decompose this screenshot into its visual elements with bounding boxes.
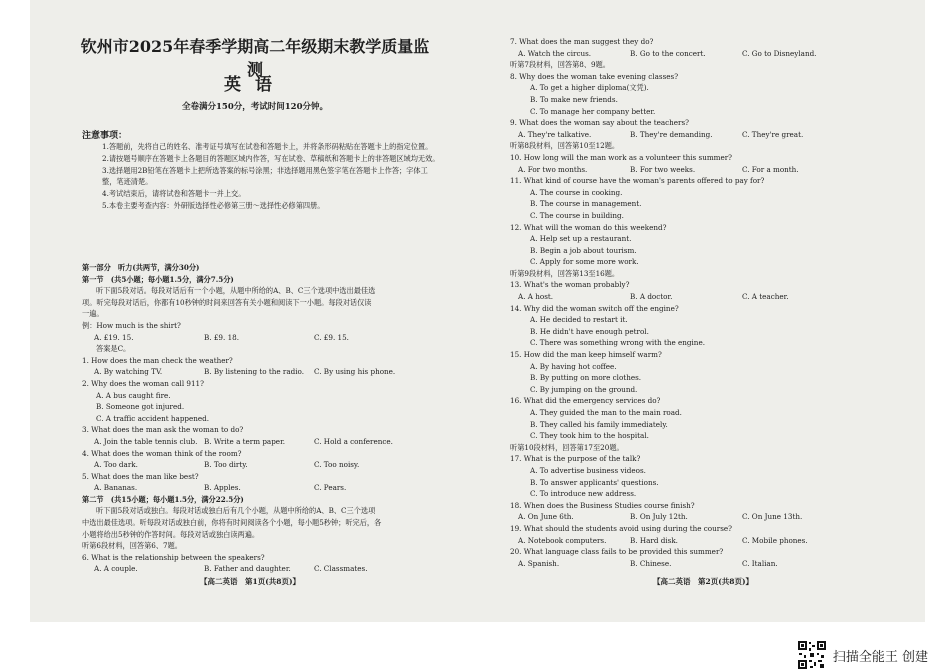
question-stem: 2. Why does the woman call 911? (82, 378, 204, 388)
question-options (510, 291, 900, 303)
question-options (82, 482, 454, 494)
option-b: B. They're demanding. (630, 129, 713, 139)
option-a: A. They guided the man to the main road. (530, 408, 682, 417)
section-desc: 中选出最佳选项。听每段对话或独白前，你将有时间阅读各个小题，每小题5秒钟；听完后，各 (82, 518, 382, 528)
option-a: A. To get a higher diploma(文凭). (530, 83, 649, 93)
option-b: B. Write a term paper. (204, 436, 285, 446)
question-options (82, 366, 454, 378)
option-a: A. Too dark. (94, 460, 138, 470)
option-b: B. Go to the concert. (630, 48, 706, 58)
notes-item: 1.答题前，先将自己的姓名、准考证号填写在试卷和答题卡上，并将条形码粘贴在答题卡上的指定位置。 (102, 142, 433, 151)
option-c: C. They took him to the hospital. (530, 431, 649, 441)
exam-title: 钦州市2025年春季学期高二年级期末教学质量监测 (80, 37, 430, 79)
option-a: A. A couple. (94, 564, 138, 574)
section-heading: 第二节 (共15小题；每小题1.5分，满分22.5分) (82, 494, 244, 504)
example-options (82, 332, 454, 344)
option-b: B. They called his family immediately. (530, 419, 668, 429)
option-a: A. Watch the circus. (518, 48, 592, 58)
page-footer: 【高二英语 第1页(共8页)】 (200, 577, 301, 586)
section-desc: 听下面5段对话或独白。每段对话或独白后有几个小题，从题中所给的A、B、C三个选项 (96, 506, 376, 516)
question-stem: 7. What does the man suggest they do? (510, 37, 654, 46)
material-heading: 听第10段材料，回答第17至20题。 (510, 442, 624, 452)
listening-questions (510, 36, 900, 569)
material-heading: 听第8段材料，回答第10至12题。 (510, 141, 620, 151)
question-stem: 17. What is the purpose of the talk? (510, 454, 641, 464)
option-a: A. Join the table tennis club. (94, 436, 198, 446)
option-a: A. A host. (518, 292, 554, 302)
option-b: B. For two weeks. (630, 164, 696, 174)
question-stem: 4. What does the woman think of the room? (82, 448, 242, 458)
option-b: B. He didn't have enough petrol. (530, 326, 649, 336)
notes-item: 4.考试结束后，请将试卷和答题卡一并上交。 (102, 188, 246, 198)
question-stem: 13. What's the woman probably? (510, 280, 630, 290)
option-b: B. Someone got injured. (96, 402, 185, 412)
question-stem: 16. What did the emergency services do? (510, 396, 661, 406)
option-a: A. He decided to restart it. (530, 315, 628, 325)
option-c: C. There was something wrong with the engine. (530, 338, 705, 348)
option-c: C. To manage her company better. (530, 106, 656, 116)
exam-meta: 全卷满分150分，考试时间120分钟。 (182, 102, 328, 112)
question-options (510, 48, 900, 60)
option-a: A. Spanish. (518, 558, 560, 568)
notes-item: 3.选择题用2B铅笔在答题卡上把所选答案的标号涂黑；非选择题用黑色签字笔在答题卡上作答；字体工整，笔迹清楚。 (102, 166, 428, 186)
option-a: A. On June 6th. (518, 512, 574, 522)
option-c: C. Apply for some more work. (530, 257, 639, 267)
option-c: C. Mobile phones. (742, 535, 808, 545)
question-stem: 5. What does the man like best? (82, 471, 199, 481)
option-c: C. By using his phone. (314, 367, 396, 377)
option-c: C. A traffic accident happened. (96, 413, 210, 423)
question-stem: 9. What does the woman say about the teachers? (510, 118, 690, 128)
option-b: B. Apples. (204, 483, 241, 493)
example-answer: 答案是C。 (96, 344, 131, 354)
option-b: B. On July 12th. (630, 512, 688, 522)
option-c: C. Pears. (314, 483, 347, 493)
option-b: B. By putting on more clothes. (530, 373, 642, 383)
option-a: A. They're talkative. (518, 129, 592, 139)
option-c: C. On June 13th. (742, 512, 803, 522)
option-a: A. To advertise business videos. (530, 465, 646, 475)
option-a: A. Help set up a restaurant. (530, 234, 632, 244)
question-stem: 12. What will the woman do this weekend? (510, 222, 667, 232)
notes-list (102, 142, 442, 213)
notes-item: 5.本卷主要考查内容：外研版选择性必修第三册～选择性必修第四册。 (102, 201, 325, 211)
question-stem: 8. Why does the woman take evening classes? (510, 71, 679, 81)
option-c: C. A teacher. (742, 292, 789, 302)
question-options (82, 459, 454, 471)
exam-sheet (30, 0, 925, 622)
section-desc: 项。听完每段对话后，你都有10秒钟的时间来回答有关小题和阅读下一小题。每段对话仅读 (82, 297, 372, 307)
question-options (510, 558, 900, 570)
option-c: C. For a month. (742, 164, 799, 174)
option-a: A. By watching TV. (94, 367, 163, 377)
option-b: B. A doctor. (630, 292, 673, 302)
option-c: C. To introduce new address. (530, 489, 637, 499)
option-a: A. For two months. (518, 164, 588, 174)
question-stem: 18. When does the Business Studies course finish? (510, 500, 695, 510)
question-stem: 1. How does the man check the weather? (82, 355, 233, 365)
question-options (82, 563, 454, 575)
question-stem: 15. How did the man keep himself warm? (510, 350, 662, 360)
section-desc: 小题将给出5秒钟的作答时间。每段对话或独白读两遍。 (82, 529, 260, 539)
question-stem: 14. Why did the woman switch off the engine? (510, 303, 679, 313)
option-a: A. £19. 15. (94, 332, 134, 342)
listening-section (82, 262, 454, 575)
option-c: C. By jumping on the ground. (530, 384, 638, 394)
option-b: B. Begin a job about tourism. (530, 245, 637, 255)
exam-subject: 英语 (224, 75, 286, 95)
option-b: B. Chinese. (630, 558, 672, 568)
page-footer: 【高二英语 第2页(共8页)】 (653, 577, 754, 586)
option-b: B. £9. 18. (204, 332, 239, 342)
question-options (510, 511, 900, 523)
section-heading: 第一节 (共5小题；每小题1.5分，满分7.5分) (82, 274, 234, 284)
option-c: C. Too noisy. (314, 460, 360, 470)
question-stem: 3. What does the man ask the woman to do? (82, 425, 244, 435)
question-options (510, 164, 900, 176)
option-a: A. Notebook computers. (518, 535, 607, 545)
question-options (82, 436, 454, 448)
option-c: C. £9. 15. (314, 332, 349, 342)
option-b: B. The course in management. (530, 199, 642, 209)
option-a: A. Bananas. (94, 483, 138, 493)
option-a: A. A bus caught fire. (96, 390, 171, 400)
section-desc: 听下面5段对话。每段对话后有一个小题，从题中所给的A、B、C三个选项中选出最佳选 (96, 286, 376, 296)
option-c: C. Classmates. (314, 564, 368, 574)
option-c: C. They're great. (742, 129, 804, 139)
option-c: C. Hold a conference. (314, 436, 393, 446)
option-b: B. Father and daughter. (204, 564, 291, 574)
option-a: A. The course in cooking. (530, 187, 623, 197)
material-heading: 听第6段材料，回答第6、7题。 (82, 541, 182, 551)
material-heading: 听第9段材料，回答第13至16题。 (510, 268, 620, 278)
qr-code-icon (797, 640, 827, 670)
question-stem: 19. What should the students avoid using during the course? (510, 523, 732, 533)
option-b: B. Too dirty. (204, 460, 248, 470)
option-c: C. Italian. (742, 558, 778, 568)
example-question: 例：How much is the shirt? (82, 320, 181, 330)
option-a: A. By having hot coffee. (530, 361, 617, 371)
option-b: B. Hard disk. (630, 535, 678, 545)
question-options (510, 535, 900, 547)
option-c: C. The course in building. (530, 210, 624, 220)
notes-heading: 注意事项： (82, 131, 128, 141)
material-heading: 听第7段材料，回答第8、9题。 (510, 60, 610, 70)
question-stem: 10. How long will the man work as a volunteer this summer? (510, 152, 733, 162)
question-options (510, 129, 900, 141)
question-stem: 6. What is the relationship between the speakers? (82, 552, 265, 562)
section-desc: 一遍。 (82, 309, 104, 319)
option-b: B. To make new friends. (530, 94, 618, 104)
notes-item: 2.请按题号顺序在答题卡上各题目的答题区域内作答，写在试卷、草稿纸和答题卡上的非答题区域均无效。 (102, 154, 440, 164)
scanner-watermark (797, 640, 928, 670)
option-b: B. By listening to the radio. (204, 367, 305, 377)
question-stem: 11. What kind of course have the woman's parents offered to pay for? (510, 176, 765, 186)
option-c: C. Go to Disneyland. (742, 48, 817, 58)
part-heading: 第一部分 听力(共两节，满分30分) (82, 263, 200, 272)
watermark-text: 扫描全能王 创建 (832, 649, 928, 665)
option-b: B. To answer applicants' questions. (530, 477, 659, 487)
question-stem: 20. What language class fails to be provided this summer? (510, 547, 724, 557)
